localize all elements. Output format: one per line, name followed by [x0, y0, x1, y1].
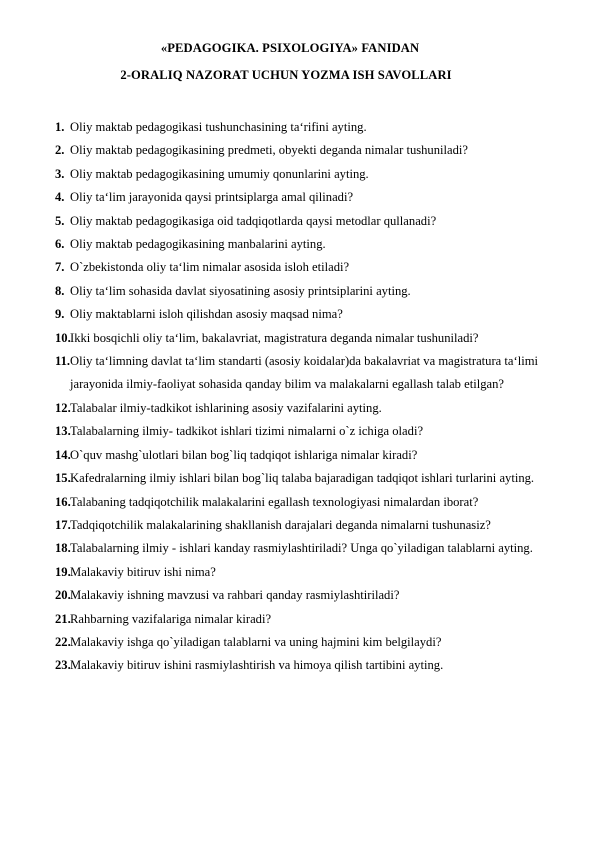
question-number: 9. [55, 307, 65, 322]
question-text: Talabaning tadqiqotchilik malakalarini egallash texnologiyasi nimalardan iborat? [70, 494, 479, 509]
question-text: Oliy maktablarni isloh qilishdan asosiy maqsad nima? [70, 307, 343, 322]
question-item [55, 350, 538, 397]
question-item [55, 186, 538, 209]
question-item [55, 233, 538, 256]
question-text: Kafedralarning ilmiy ishlari bilan bog`liq talaba bajaradigan tadqiqot ishlari turlarini ayting. [70, 471, 535, 486]
question-number: 16. [55, 494, 71, 509]
question-number: 21. [55, 611, 71, 626]
question-item [55, 608, 538, 631]
question-item [55, 303, 538, 326]
question-number: 12. [55, 400, 71, 415]
question-number: 19. [55, 564, 71, 579]
document-title: «PEDAGOGIKA. PSIXOLOGIYA» FANIDAN [160, 41, 420, 55]
question-item [55, 584, 538, 607]
question-text: Ikki bosqichli oliy ta‘lim, bakalavriat, magistratura deganda nimalar tushuniladi? [70, 330, 479, 345]
question-number: 20. [55, 588, 71, 603]
question-number: 1. [55, 120, 65, 134]
question-item [55, 514, 538, 537]
document-subtitle: 2-ORALIQ NAZORAT UCHUN YOZMA ISH SAVOLLARI [120, 68, 452, 82]
question-text: O`zbekistonda oliy ta‘lim nimalar asosida isloh etiladi? [70, 260, 350, 275]
question-item [55, 467, 538, 490]
question-number: 6. [55, 237, 65, 252]
question-item [55, 116, 538, 139]
question-number: 15. [55, 471, 71, 486]
question-item [55, 327, 538, 350]
question-item [55, 163, 538, 186]
question-text: Talabalar ilmiy-tadkikot ishlarining asosiy vazifalarini ayting. [70, 400, 382, 415]
question-text: Oliy ta‘lim jarayonida qaysi printsiplarga amal qilinadi? [70, 190, 354, 205]
question-number: 2. [55, 143, 65, 158]
question-text: Oliy maktab pedagogikasining manbalarini ayting. [70, 237, 326, 252]
question-number: 18. [55, 541, 71, 556]
question-number: 22. [55, 634, 71, 649]
question-item [55, 654, 538, 677]
question-text: Oliy maktab pedagogikasining umumiy qonunlarini ayting. [70, 166, 369, 181]
question-item [55, 139, 538, 162]
question-text: Oliy ta‘lim sohasida davlat siyosatining asosiy printsiplarini ayting. [70, 283, 411, 298]
question-text: Oliy ta‘limning davlat ta‘lim standarti (asosiy koidalar)da bakalavriat va magistratura ta‘limi jarayonida ilmiy-faoliyat sohasida qanday bilim va malakalarni egallash talab etilgan? [70, 354, 538, 392]
question-item [55, 537, 538, 560]
question-number: 14. [55, 447, 71, 462]
question-text: Malakaviy bitiruv ishi nima? [70, 564, 216, 579]
question-number: 7. [55, 260, 65, 275]
question-text: Rahbarning vazifalariga nimalar kiradi? [70, 611, 272, 626]
question-list [55, 116, 538, 678]
question-number: 3. [55, 166, 65, 181]
question-item [55, 561, 538, 584]
question-number: 5. [55, 213, 65, 228]
question-text: Talabalarning ilmiy- tadkikot ishlari tizimi nimalarni o`z ichiga oladi? [70, 424, 424, 439]
question-item [55, 420, 538, 443]
question-text: Talabalarning ilmiy - ishlari kanday rasmiylashtiriladi? Unga qo`yiladigan talablarni ayting. [70, 541, 533, 556]
question-text: Malakaviy ishning mavzusi va rahbari qanday rasmiylashtiriladi? [70, 588, 400, 603]
question-number: 13. [55, 424, 71, 439]
question-text: O`quv mashg`ulotlari bilan bog`liq tadqiqot ishlariga nimalar kiradi? [70, 447, 418, 462]
question-number: 8. [55, 283, 65, 298]
question-text: Oliy maktab pedagogikasiga oid tadqiqotlarda qaysi metodlar qullanadi? [70, 213, 437, 228]
question-number: 17. [55, 517, 71, 532]
question-text: Oliy maktab pedagogikasining predmeti, obyekti deganda nimalar tushuniladi? [70, 143, 469, 158]
question-item [55, 256, 538, 279]
question-item [55, 397, 538, 420]
question-number: 11. [55, 354, 71, 369]
question-item [55, 491, 538, 514]
question-number: 10. [55, 330, 71, 345]
question-item [55, 631, 538, 654]
question-text: Tadqiqotchilik malakalarining shakllanish darajalari deganda nimalarni tushunasiz? [70, 517, 491, 532]
question-text: Malakaviy bitiruv ishini rasmiylashtirish va himoya qilish tartibini ayting. [70, 658, 444, 673]
question-number: 4. [55, 190, 65, 205]
question-item [55, 280, 538, 303]
question-item [55, 444, 538, 467]
question-item [55, 210, 538, 233]
question-number: 23. [55, 658, 71, 673]
question-text: Malakaviy ishga qo`yiladigan talablarni va uning hajmini kim belgilaydi? [70, 634, 442, 649]
question-text: Oliy maktab pedagogikasi tushunchasining ta‘rifini ayting. [70, 120, 367, 134]
